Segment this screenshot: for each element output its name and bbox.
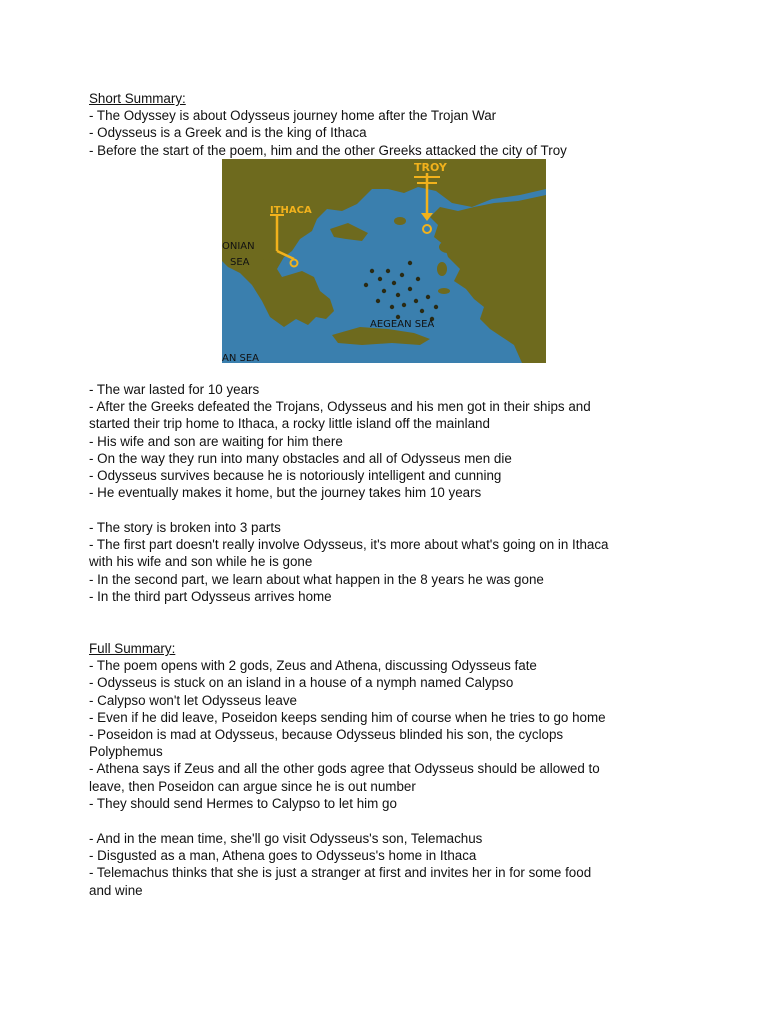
full-summary [89,640,689,812]
summary-line: Polyphemus [89,744,163,760]
corfu-island [230,205,242,229]
lemnos-island [394,217,406,225]
summary-line: - And in the mean time, she'll go visit Odysseus's son, Telemachus [89,831,483,846]
short-summary-intro [89,90,689,159]
chios-island [437,262,447,276]
summary-line: - He eventually makes it home, but the journey takes him 10 years [89,485,482,501]
aegean-sea-label: AEGEAN SEA [370,319,435,330]
summary-line: - In the third part Odysseus arrives home [89,588,332,604]
summary-line: - Odysseus survives because he is notoriously intelligent and cunning [89,468,502,484]
story-parts [89,519,689,605]
summary-line: - Poseidon is mad at Odysseus, because Odysseus blinded his son, the cyclops [89,727,564,743]
summary-line: and wine [89,882,143,898]
summary-line: - The first part doesn't really involve Odysseus, it's more about what's going on in Ithaca [89,537,609,553]
summary-line: - Athena says if Zeus and all the other gods agree that Odysseus should be allowed to [89,761,600,777]
summary-line: - The poem opens with 2 gods, Zeus and Athena, discussing Odysseus fate [89,658,537,674]
full-summary-continued [89,830,689,899]
summary-line: - Disgusted as a man, Athena goes to Odysseus's home in Ithaca [89,848,477,864]
bottom-sea-label: AN SEA [222,353,260,363]
summary-line: - Odysseus is stuck on an island in a house of a nymph named Calypso [89,675,514,691]
summary-line: - Odysseus is a Greek and is the king of Ithaca [89,125,367,141]
samos-island [438,288,450,294]
summary-line: - The Odyssey is about Odysseus journey home after the Trojan War [89,108,497,124]
summary-line: with his wife and son while he is gone [89,554,313,570]
summary-line: - Telemachus thinks that she is just a stranger at first and invites her in for some food [89,865,592,881]
short-summary-events [89,381,689,501]
short-summary-heading: Short Summary: [89,91,186,106]
summary-line: - Even if he did leave, Poseidon keeps sending him of course when he tries to go home [89,709,606,725]
summary-line: - They should send Hermes to Calypso to let him go [89,795,397,811]
ithaca-island [262,249,270,261]
ionian-label: ONIAN [222,241,255,252]
map-graphic [222,159,546,363]
summary-line: - Calypso won't let Odysseus leave [89,692,297,708]
summary-line: - The war lasted for 10 years [89,382,260,397]
aegean-map-image [222,159,546,363]
summary-line: - The story is broken into 3 parts [89,520,281,535]
summary-line: - On the way they run into many obstacles and all of Odysseus men die [89,450,512,466]
lesbos-island [439,241,457,253]
summary-line: - Before the start of the poem, him and the other Greeks attacked the city of Troy [89,142,567,158]
summary-line: - After the Greeks defeated the Trojans, Odysseus and his men got in their ships and [89,399,591,415]
ithaca-label: ITHACA [270,205,312,216]
summary-line: - In the second part, we learn about what happen in the 8 years he was gone [89,571,544,587]
troy-label: TROY [414,161,447,174]
summary-line: - His wife and son are waiting for him there [89,433,343,449]
ionian-sea-label: SEA [230,257,250,268]
summary-line: started their trip home to Ithaca, a rocky little island off the mainland [89,416,490,432]
summary-line: leave, then Poseidon can argue since he is out number [89,778,416,794]
full-summary-heading: Full Summary: [89,641,176,656]
